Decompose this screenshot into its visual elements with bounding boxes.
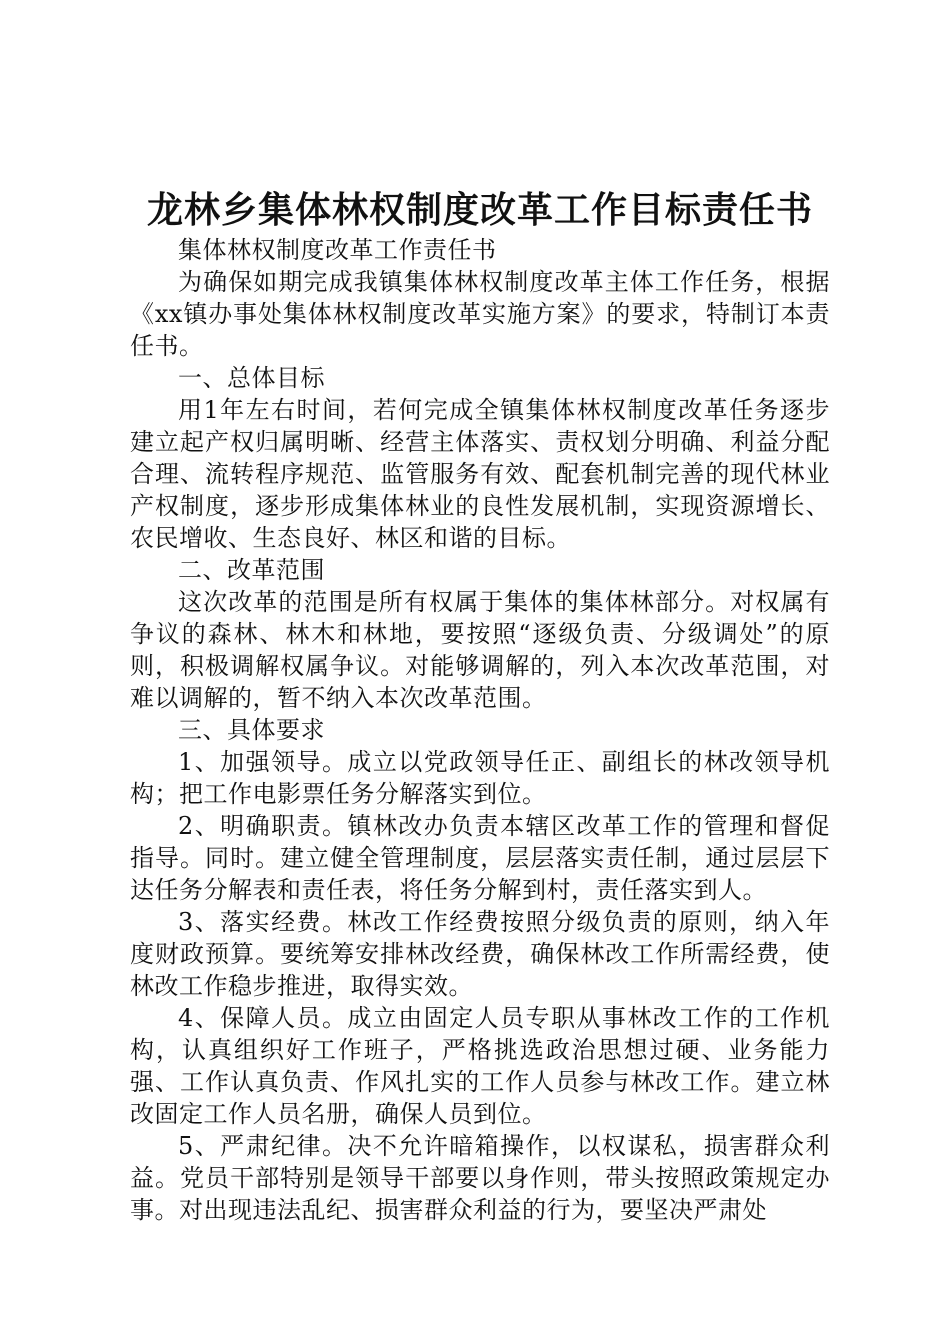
section-heading-goals: 一、总体目标 bbox=[178, 364, 325, 392]
paragraph-requirement-3: 3、落实经费。林改工作经费按照分级负责的原则，纳入年度财政预算。要统筹安排林改经费，确保林改工作所需经费，使林改工作稳步推进，取得实效。 bbox=[130, 908, 830, 1000]
document-page bbox=[130, 188, 830, 1226]
section-heading-scope: 二、改革范围 bbox=[178, 556, 325, 584]
paragraph-requirement-4: 4、保障人员。成立由固定人员专职从事林改工作的工作机构，认真组织好工作班子，严格挑选政治思想过硬、业务能力强、工作认真负责、作风扎实的工作人员参与林改工作。建立林改固定工作人员名册，确保人员到位。 bbox=[130, 1004, 830, 1128]
paragraph-subtitle: 集体林权制度改革工作责任书 bbox=[178, 236, 497, 264]
document-title: 龙林乡集体林权制度改革工作目标责任书 bbox=[146, 189, 813, 231]
paragraph-goals: 用1年左右时间，若何完成全镇集体林权制度改革任务逐步建立起产权归属明晰、经营主体落实、责权划分明确、利益分配合理、流转程序规范、监管服务有效、配套机制完善的现代林业产权制度，逐步形成集体林业的良性发展机制，实现资源增长、农民增收、生态良好、林区和谐的目标。 bbox=[130, 396, 830, 552]
paragraph-scope: 这次改革的范围是所有权属于集体的集体林部分。对权属有争议的森林、林木和林地，要按照“逐级负责、分级调处”的原则，积极调解权属争议。对能够调解的，列入本次改革范围，对难以调解的，暂不纳入本次改革范围。 bbox=[130, 588, 830, 712]
paragraph-requirement-1: 1、加强领导。成立以党政领导任正、副组长的林改领导机构；把工作电影票任务分解落实到位。 bbox=[130, 748, 830, 808]
section-heading-requirements: 三、具体要求 bbox=[178, 716, 325, 744]
paragraph-requirement-2: 2、明确职责。镇林改办负责本辖区改革工作的管理和督促指导。同时。建立健全管理制度，层层落实责任制，通过层层下达任务分解表和责任表，将任务分解到村，责任落实到人。 bbox=[130, 812, 830, 904]
paragraph-intro: 为确保如期完成我镇集体林权制度改革主体工作任务，根据《xx镇办事处集体林权制度改革实施方案》的要求，特制订本责任书。 bbox=[130, 268, 830, 360]
paragraph-requirement-5: 5、严肃纪律。决不允许暗箱操作，以权谋私，损害群众利益。党员干部特别是领导干部要以身作则，带头按照政策规定办事。对出现违法乱纪、损害群众利益的行为，要坚决严肃处 bbox=[130, 1132, 830, 1224]
